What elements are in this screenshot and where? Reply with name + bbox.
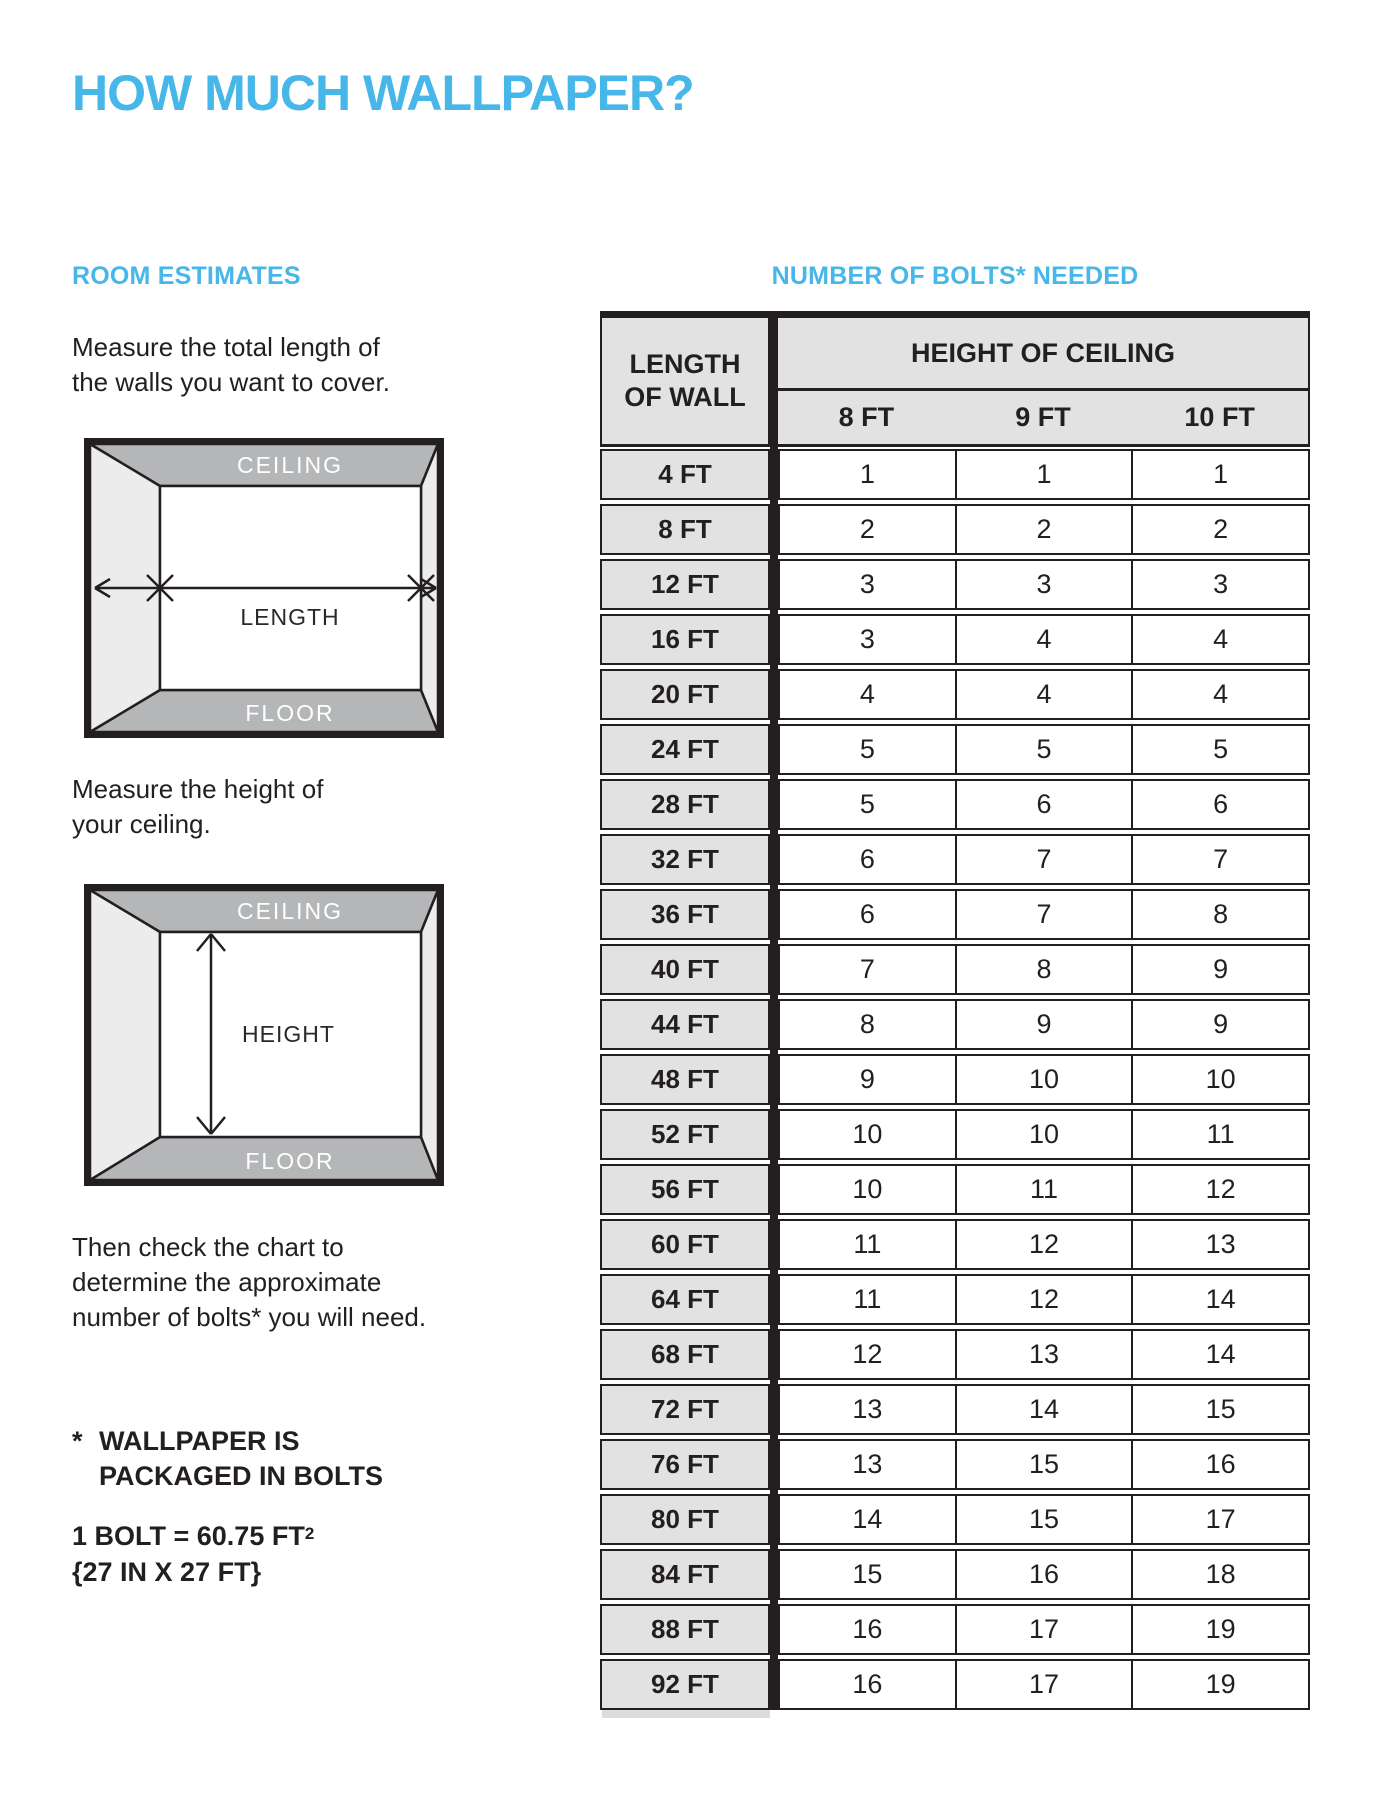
- paragraph-line: the walls you want to cover.: [72, 367, 390, 397]
- bolt-count-cell: 11: [778, 1274, 957, 1325]
- bolt-count-cell: 7: [955, 889, 1134, 940]
- bolt-count-cell: 18: [1131, 1549, 1310, 1600]
- footnote-line: WALLPAPER IS: [99, 1426, 300, 1456]
- bolt-count-cell: 5: [1131, 724, 1310, 775]
- table-row: [600, 504, 1310, 555]
- table-row: [600, 559, 1310, 610]
- bolt-count-cell: 2: [955, 504, 1134, 555]
- ceiling-height-header-group: [778, 318, 1310, 447]
- bolt-count-cell: 1: [778, 449, 957, 500]
- bolt-count-cell: 4: [955, 614, 1134, 665]
- bolt-count-cell: 12: [955, 1219, 1134, 1270]
- row-length-label: 40 FT: [600, 944, 770, 995]
- row-length-label: 24 FT: [600, 724, 770, 775]
- table-row: [600, 834, 1310, 885]
- bolt-count-cell: 4: [955, 669, 1134, 720]
- table-row: [600, 999, 1310, 1050]
- row-length-label: 44 FT: [600, 999, 770, 1050]
- floor-label: FLOOR: [245, 700, 335, 726]
- height-room-drawing: [84, 884, 444, 1186]
- length-room-diagram: [84, 438, 444, 738]
- row-length-label: 92 FT: [600, 1659, 770, 1710]
- bolt-count-cell: 15: [778, 1549, 957, 1600]
- table-row: [600, 724, 1310, 775]
- row-length-label: 12 FT: [600, 559, 770, 610]
- bolt-count-cell: 11: [955, 1164, 1134, 1215]
- bolt-count-cell: 9: [955, 999, 1134, 1050]
- row-length-label: 68 FT: [600, 1329, 770, 1380]
- column-header-8ft: 8 FT: [838, 402, 895, 432]
- paragraph-line: your ceiling.: [72, 809, 211, 839]
- bolt-count-cell: 14: [955, 1384, 1134, 1435]
- bolt-count-cell: 5: [778, 779, 957, 830]
- page-title: HOW MUCH WALLPAPER?: [72, 65, 694, 121]
- bolt-count-cell: 12: [1131, 1164, 1310, 1215]
- bolt-count-cell: 10: [955, 1054, 1134, 1105]
- bolt-count-cell: 9: [1131, 999, 1310, 1050]
- table-row: [600, 889, 1310, 940]
- table-vertical-divider: [770, 311, 778, 1710]
- bolt-count-cell: 15: [1131, 1384, 1310, 1435]
- bolt-equation: 1 BOLT = 60.75 $FT^2$: [72, 1521, 315, 1551]
- row-length-label: 80 FT: [600, 1494, 770, 1545]
- bolt-count-cell: 16: [1131, 1439, 1310, 1490]
- table-row: [600, 614, 1310, 665]
- bolt-count-cell: 6: [1131, 779, 1310, 830]
- bolt-count-cell: 17: [955, 1659, 1134, 1710]
- bolt-count-cell: 12: [778, 1329, 957, 1380]
- floor-label: FLOOR: [245, 1148, 335, 1174]
- bolt-count-cell: 9: [1131, 944, 1310, 995]
- bolt-count-cell: 2: [1131, 504, 1310, 555]
- bolt-count-cell: 5: [778, 724, 957, 775]
- bolt-count-cell: 4: [778, 669, 957, 720]
- row-length-label: 64 FT: [600, 1274, 770, 1325]
- bolt-count-cell: 1: [1131, 449, 1310, 500]
- table-row: [600, 1659, 1310, 1710]
- bolts-table: [600, 311, 1310, 1721]
- column-header-9ft: 9 FT: [1015, 402, 1071, 432]
- length-label: LENGTH: [240, 604, 340, 630]
- row-length-label: 56 FT: [600, 1164, 770, 1215]
- bolt-count-cell: 3: [778, 559, 957, 610]
- row-length-label: 76 FT: [600, 1439, 770, 1490]
- row-length-label: 36 FT: [600, 889, 770, 940]
- paragraph-line: Then check the chart to: [72, 1232, 344, 1262]
- table-row: [600, 1274, 1310, 1325]
- bolt-count-cell: 10: [778, 1164, 957, 1215]
- length-room-drawing: [84, 438, 444, 738]
- bolt-count-cell: 16: [955, 1549, 1134, 1600]
- ceiling-height-columns: [778, 391, 1308, 444]
- row-length-label: 20 FT: [600, 669, 770, 720]
- bolt-count-cell: 16: [778, 1604, 957, 1655]
- height-label: HEIGHT: [242, 1021, 335, 1047]
- bolt-count-cell: 8: [955, 944, 1134, 995]
- bolt-count-cell: 3: [778, 614, 957, 665]
- bolt-count-cell: 10: [955, 1109, 1134, 1160]
- row-length-label: 4 FT: [600, 449, 770, 500]
- row-length-label: 84 FT: [600, 1549, 770, 1600]
- table-row: [600, 1219, 1310, 1270]
- row-length-label: 8 FT: [600, 504, 770, 555]
- paragraph-line: determine the approximate: [72, 1267, 382, 1297]
- bolt-count-cell: 9: [778, 1054, 957, 1105]
- bolt-count-cell: 13: [778, 1439, 957, 1490]
- bolt-table-body: [600, 449, 1310, 1710]
- bolt-count-cell: 3: [955, 559, 1134, 610]
- bolt-count-cell: 4: [1131, 669, 1310, 720]
- bolt-count-cell: 11: [778, 1219, 957, 1270]
- paragraph-line: number of bolts* you will need.: [72, 1302, 427, 1332]
- row-length-label: 48 FT: [600, 1054, 770, 1105]
- bolt-count-cell: 14: [1131, 1329, 1310, 1380]
- bolt-count-cell: 4: [1131, 614, 1310, 665]
- table-row: [600, 669, 1310, 720]
- bolts-footnote: [72, 1424, 383, 1494]
- bolt-count-cell: 19: [1131, 1604, 1310, 1655]
- bolt-count-cell: 13: [1131, 1219, 1310, 1270]
- squared-superscript: 2: [304, 1524, 315, 1543]
- bolt-count-cell: 10: [1131, 1054, 1310, 1105]
- ceiling-label: CEILING: [236, 898, 344, 924]
- bolt-count-cell: 12: [955, 1274, 1134, 1325]
- bolts-needed-heading: NUMBER OF BOLTS* NEEDED: [771, 262, 1139, 290]
- right-wall: [421, 890, 438, 1180]
- bolt-count-cell: 6: [778, 889, 957, 940]
- measure-length-paragraph: [72, 330, 390, 400]
- table-row: [600, 1384, 1310, 1435]
- bolt-count-cell: 14: [778, 1494, 957, 1545]
- bolt-count-cell: 1: [955, 449, 1134, 500]
- bolt-count-cell: 14: [1131, 1274, 1310, 1325]
- ceiling-label: CEILING: [236, 452, 344, 478]
- table-bottom-gray-strip: [602, 1710, 770, 1718]
- row-length-label: 16 FT: [600, 614, 770, 665]
- table-row: [600, 1054, 1310, 1105]
- bolt-count-cell: 15: [955, 1439, 1134, 1490]
- bolt-count-cell: 15: [955, 1494, 1134, 1545]
- bolt-count-cell: 6: [955, 779, 1134, 830]
- table-row: [600, 1164, 1310, 1215]
- bolt-count-cell: 19: [1131, 1659, 1310, 1710]
- bolt-count-cell: 11: [1131, 1109, 1310, 1160]
- height-of-ceiling-header: HEIGHT OF CEILING: [778, 318, 1308, 391]
- table-row: [600, 1329, 1310, 1380]
- column-header-10ft: 10 FT: [1184, 402, 1255, 432]
- paragraph-line: Measure the total length of: [72, 332, 380, 362]
- bolt-size-info: [72, 1516, 314, 1590]
- bolt-count-cell: 8: [1131, 889, 1310, 940]
- asterisk: *: [72, 1426, 83, 1456]
- bolt-count-cell: 5: [955, 724, 1134, 775]
- bolt-count-cell: 3: [1131, 559, 1310, 610]
- row-length-label: 72 FT: [600, 1384, 770, 1435]
- bolt-count-cell: 8: [778, 999, 957, 1050]
- table-top-border: [600, 311, 1310, 318]
- table-header: [600, 318, 1310, 447]
- check-chart-paragraph: [72, 1230, 426, 1335]
- footnote-line: PACKAGED IN BOLTS: [99, 1461, 384, 1491]
- bolt-count-cell: 17: [955, 1604, 1134, 1655]
- table-row: [600, 1494, 1310, 1545]
- room-estimates-heading: ROOM ESTIMATES: [72, 262, 301, 290]
- table-row: [600, 779, 1310, 830]
- bolt-count-cell: 16: [778, 1659, 957, 1710]
- table-row: [600, 1439, 1310, 1490]
- bolt-count-cell: 17: [1131, 1494, 1310, 1545]
- bolt-count-cell: 10: [778, 1109, 957, 1160]
- row-length-label: 88 FT: [600, 1604, 770, 1655]
- bolt-count-cell: 13: [955, 1329, 1134, 1380]
- row-length-label: 32 FT: [600, 834, 770, 885]
- table-row: [600, 1549, 1310, 1600]
- bolt-count-cell: 2: [778, 504, 957, 555]
- table-row: [600, 1109, 1310, 1160]
- table-row: [600, 1604, 1310, 1655]
- left-wall: [90, 890, 160, 1180]
- bolt-count-cell: 13: [778, 1384, 957, 1435]
- bolt-count-cell: 6: [778, 834, 957, 885]
- length-of-wall-header: LENGTH OF WALL: [600, 318, 770, 447]
- measure-height-paragraph: [72, 772, 324, 842]
- row-length-label: 60 FT: [600, 1219, 770, 1270]
- height-room-diagram: [84, 884, 444, 1186]
- bolt-dimensions: {27 IN X 27 FT}: [72, 1557, 262, 1587]
- bolt-count-cell: 7: [1131, 834, 1310, 885]
- row-length-label: 28 FT: [600, 779, 770, 830]
- bolt-count-cell: 7: [955, 834, 1134, 885]
- table-row: [600, 944, 1310, 995]
- row-length-label: 52 FT: [600, 1109, 770, 1160]
- table-row: [600, 449, 1310, 500]
- bolt-count-cell: 7: [778, 944, 957, 995]
- paragraph-line: Measure the height of: [72, 774, 324, 804]
